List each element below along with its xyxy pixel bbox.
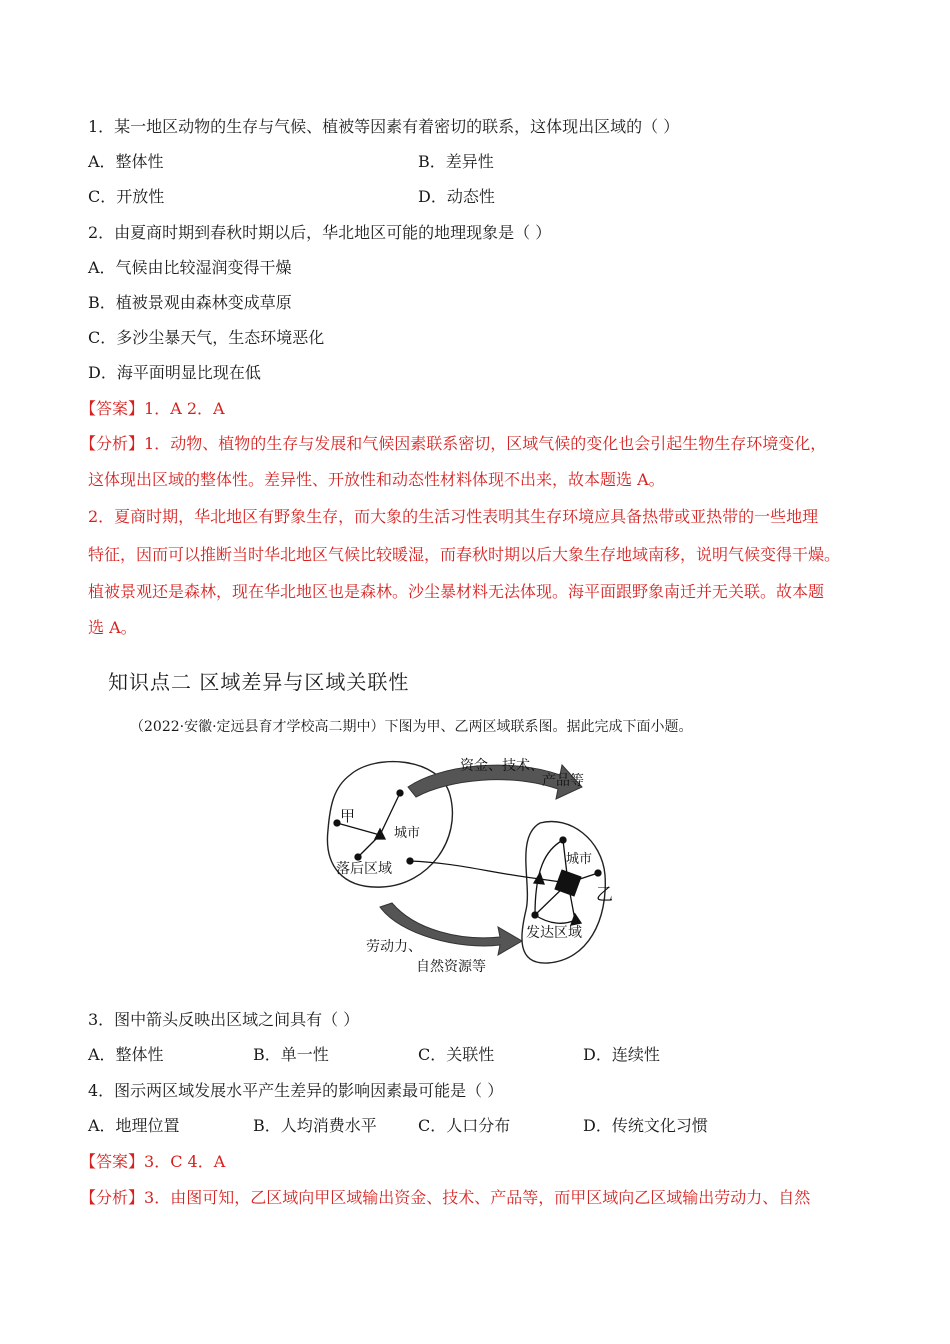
answer-label: 【答案】 bbox=[80, 1152, 145, 1171]
analysis-label: 【分析】 bbox=[80, 434, 145, 453]
q3-option-d: D．连续性 bbox=[583, 1045, 660, 1064]
q3-stem: 3．图中箭头反映出区域之间具有（ ） bbox=[88, 1010, 360, 1029]
q3-option-a: A．整体性 bbox=[88, 1045, 164, 1064]
answer-3-4 bbox=[80, 1152, 225, 1172]
analysis-label: 【分析】 bbox=[80, 1188, 145, 1207]
label-arrow-bottom-2: 自然资源等 bbox=[416, 959, 486, 975]
q2-option-c: C．多沙尘暴天气，生态环境恶化 bbox=[88, 328, 325, 347]
answer-text: 3．C 4．A bbox=[144, 1152, 226, 1171]
source-note: （2022·安徽·定远县育才学校高二期中）下图为甲、乙两区域联系图。据此完成下面小题。 bbox=[130, 719, 693, 735]
q2-stem: 2．由夏商时期到春秋时期以后，华北地区可能的地理现象是（ ） bbox=[88, 223, 552, 242]
q1-stem: 1．某一地区动物的生存与气候、植被等因素有着密切的联系，这体现出区域的（ ） bbox=[88, 117, 680, 136]
analysis-line: 特征，因而可以推断当时华北地区气候比较暖湿，而春秋时期以后大象生存地域南移，说明气候变得干燥。 bbox=[88, 545, 841, 564]
analysis-text: 1．动物、植物的生存与发展和气候因素联系密切，区域气候的变化也会引起生物生存环境变化， bbox=[144, 434, 827, 453]
analysis-line: 2．夏商时期，华北地区有野象生存，而大象的生活习性表明其生存环境应具备热带或亚热带的一些地理 bbox=[88, 507, 819, 526]
analysis-text: 3．由图可知，乙区域向甲区域输出资金、技术、产品等，而甲区域向乙区域输出劳动力、自然 bbox=[144, 1188, 811, 1207]
q4-option-a: A．地理位置 bbox=[88, 1116, 180, 1135]
label-city-right: 城市 bbox=[566, 852, 593, 867]
q4-stem: 4．图示两区域发展水平产生差异的影响因素最可能是（ ） bbox=[88, 1081, 504, 1100]
q4-option-b: B．人均消费水平 bbox=[253, 1116, 377, 1135]
q1-option-c: C．开放性 bbox=[88, 187, 165, 206]
q1-option-a: A．整体性 bbox=[88, 152, 164, 171]
answer-label: 【答案】 bbox=[80, 399, 145, 418]
answer-text: 1．A 2．A bbox=[144, 399, 225, 418]
label-developed-area: 发达区域 bbox=[526, 925, 582, 941]
q4-option-c: C．人口分布 bbox=[418, 1116, 511, 1135]
q3-option-b: B．单一性 bbox=[253, 1045, 329, 1064]
label-jia: 甲 bbox=[340, 807, 356, 825]
analysis-line: 这体现出区域的整体性。差异性、开放性和动态性材料体现不出来，故本题选 A。 bbox=[88, 470, 665, 489]
q1-option-b: B．差异性 bbox=[418, 152, 494, 171]
q2-option-b: B．植被景观由森林变成草原 bbox=[88, 293, 292, 312]
analysis-line: 植被景观还是森林，现在华北地区也是森林。沙尘暴材料无法体现。海平面跟野象南迁并无关联。故本题 bbox=[88, 582, 825, 601]
connection-line bbox=[410, 861, 540, 879]
analysis-line bbox=[80, 1188, 810, 1208]
analysis-line: 选 A。 bbox=[88, 618, 137, 637]
q4-option-d: D．传统文化习惯 bbox=[583, 1116, 708, 1135]
q2-option-a: A．气候由比较湿润变得干燥 bbox=[88, 258, 292, 277]
q3-option-c: C．关联性 bbox=[418, 1045, 495, 1064]
q2-option-d: D．海平面明显比现在低 bbox=[88, 363, 261, 382]
answer-1-2 bbox=[80, 399, 225, 419]
region-relation-diagram bbox=[320, 745, 620, 985]
label-arrow-top-1: 资金、技术、 bbox=[460, 758, 544, 774]
section-heading: 知识点二 区域差异与区域关联性 bbox=[108, 670, 410, 694]
yi-network bbox=[532, 837, 601, 925]
label-backward-area: 落后区域 bbox=[336, 861, 392, 877]
q1-option-d: D．动态性 bbox=[418, 187, 495, 206]
label-arrow-top-2: 产品等 bbox=[542, 773, 584, 789]
label-arrow-bottom-1: 劳动力、 bbox=[366, 939, 422, 955]
label-city-left: 城市 bbox=[394, 826, 421, 841]
analysis-line bbox=[80, 434, 826, 454]
label-yi: 乙 bbox=[596, 885, 613, 905]
